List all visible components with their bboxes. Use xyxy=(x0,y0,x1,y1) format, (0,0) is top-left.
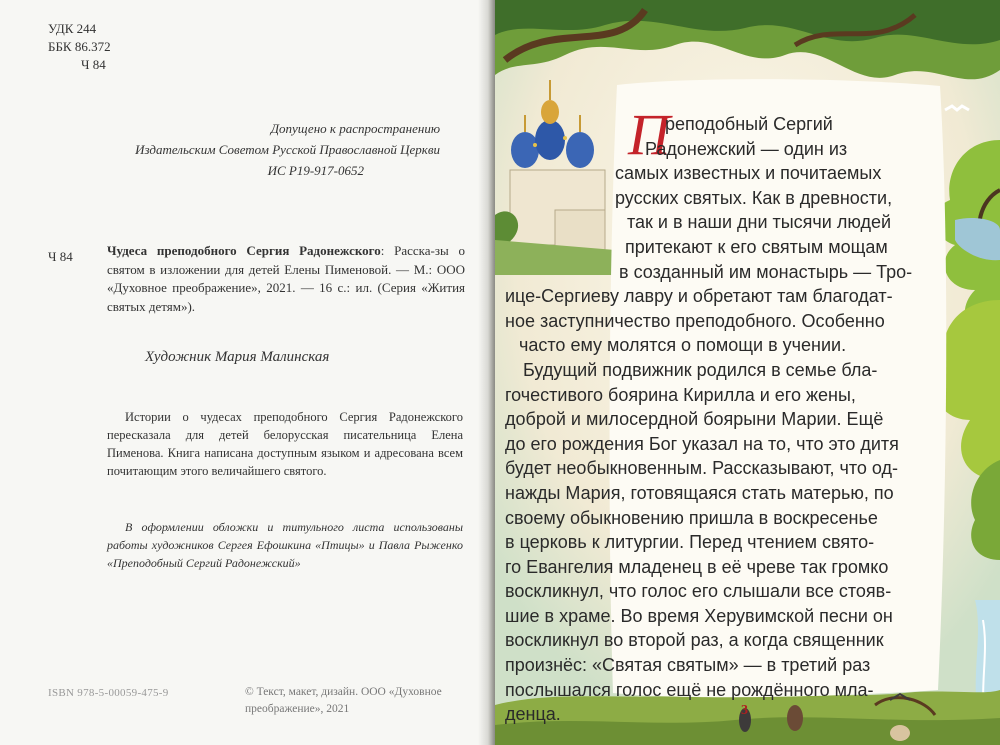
story-line: доброй и милосердной боярыни Марии. Ещё xyxy=(505,409,884,430)
story-line: Радонежский — один из xyxy=(645,138,848,159)
story-line: Будущий подвижник родился в семье бла- xyxy=(523,359,878,380)
approval-block xyxy=(80,118,440,181)
story-line: так и в наши дни тысячи людей xyxy=(627,212,892,233)
story-line: послышался голос ещё не рождённого мла- xyxy=(505,679,874,700)
artist-credit: Художник Мария Малинская xyxy=(145,349,330,365)
story-line: воскликнул, что голос его слышали все стояв- xyxy=(505,581,892,602)
story-line: нажды Мария, готовящаяся стать матерью, по xyxy=(505,482,894,503)
story-text xyxy=(505,112,950,727)
story-line: ное заступничество преподобного. Особенно xyxy=(505,310,885,331)
page-number: 3 xyxy=(741,703,748,718)
bib-title: Чудеса преподобного Сергия Радонежского xyxy=(107,243,381,258)
story-line: го Евангелия младенец в её чреве так громко xyxy=(505,556,889,577)
copyright: © Текст, макет, дизайн. ООО «Духовное преображение», 2021 xyxy=(245,686,442,715)
story-line: будет необыкновенным. Рассказывают, что од- xyxy=(505,458,899,479)
author-mark-left: Ч 84 xyxy=(48,249,73,264)
bib-details: : Расска-зы о святом в изложении для детей Елены Пименовой. — М.: ООО «Духовное преображение», 2021. — 16 с.: ил. (Серия «Жития святых детям»). xyxy=(107,243,465,314)
story-line: самых известных и почитаемых xyxy=(615,163,882,184)
bbk-code: ББК 86.372 xyxy=(48,39,111,54)
story-line: произнёс: «Святая святым» — в третий раз xyxy=(505,655,871,676)
bibliographic-record xyxy=(107,242,465,316)
imprint-page xyxy=(0,0,490,745)
story-line: до его рождения Бог указал на то, что это дитя xyxy=(505,433,899,454)
story-line: часто ему молятся о помощи в учении. xyxy=(519,335,847,356)
story-line: своему обыкновению пришла в воскресенье xyxy=(505,507,878,528)
annotation: Истории о чудесах преподобного Сергия Радонежского пересказала для детей белорусская писательница Елена Пименова. Книга написана доступным языком и адресована всем почитающим этого величайшего святого. xyxy=(107,410,463,478)
story-line: реподобный Сергий xyxy=(665,114,833,134)
story-line: воскликнул во второй раз, а когда священник xyxy=(505,630,884,651)
udk-code: УДК 244 xyxy=(48,21,97,36)
story-line: в церковь к литургии. Перед чтением свято- xyxy=(505,532,875,553)
design-credit: В оформлении обложки и титульного листа использованы работы художников Сергея Ефошкина «Птицы» и Павла Рыженко «Преподобный Сергий Радонежский» xyxy=(107,520,463,570)
isbn: ISBN 978-5-00059-475-9 xyxy=(48,687,169,699)
story-line: гочестивого боярина Кирилла и его жены, xyxy=(505,384,856,405)
drop-cap: П xyxy=(628,102,670,167)
approval-line-2: Издательским Советом Русской Православной Церкви xyxy=(135,142,440,157)
story-line: ице-Сергиеву лавру и обретают там благодат- xyxy=(505,286,893,307)
story-line: денца. xyxy=(505,704,561,725)
story-line: притекают к его святым мощам xyxy=(625,236,888,257)
story-line: русских святых. Как в древности, xyxy=(615,187,893,208)
story-line: в созданный им монастырь — Тро- xyxy=(619,261,913,282)
approval-line-1: Допущено к распространению xyxy=(270,121,440,136)
author-mark-top: Ч 84 xyxy=(81,57,106,72)
story-line: шие в храме. Во время Херувимской песни он xyxy=(505,605,893,626)
approval-line-3: ИС Р19-917-0652 xyxy=(267,163,364,178)
